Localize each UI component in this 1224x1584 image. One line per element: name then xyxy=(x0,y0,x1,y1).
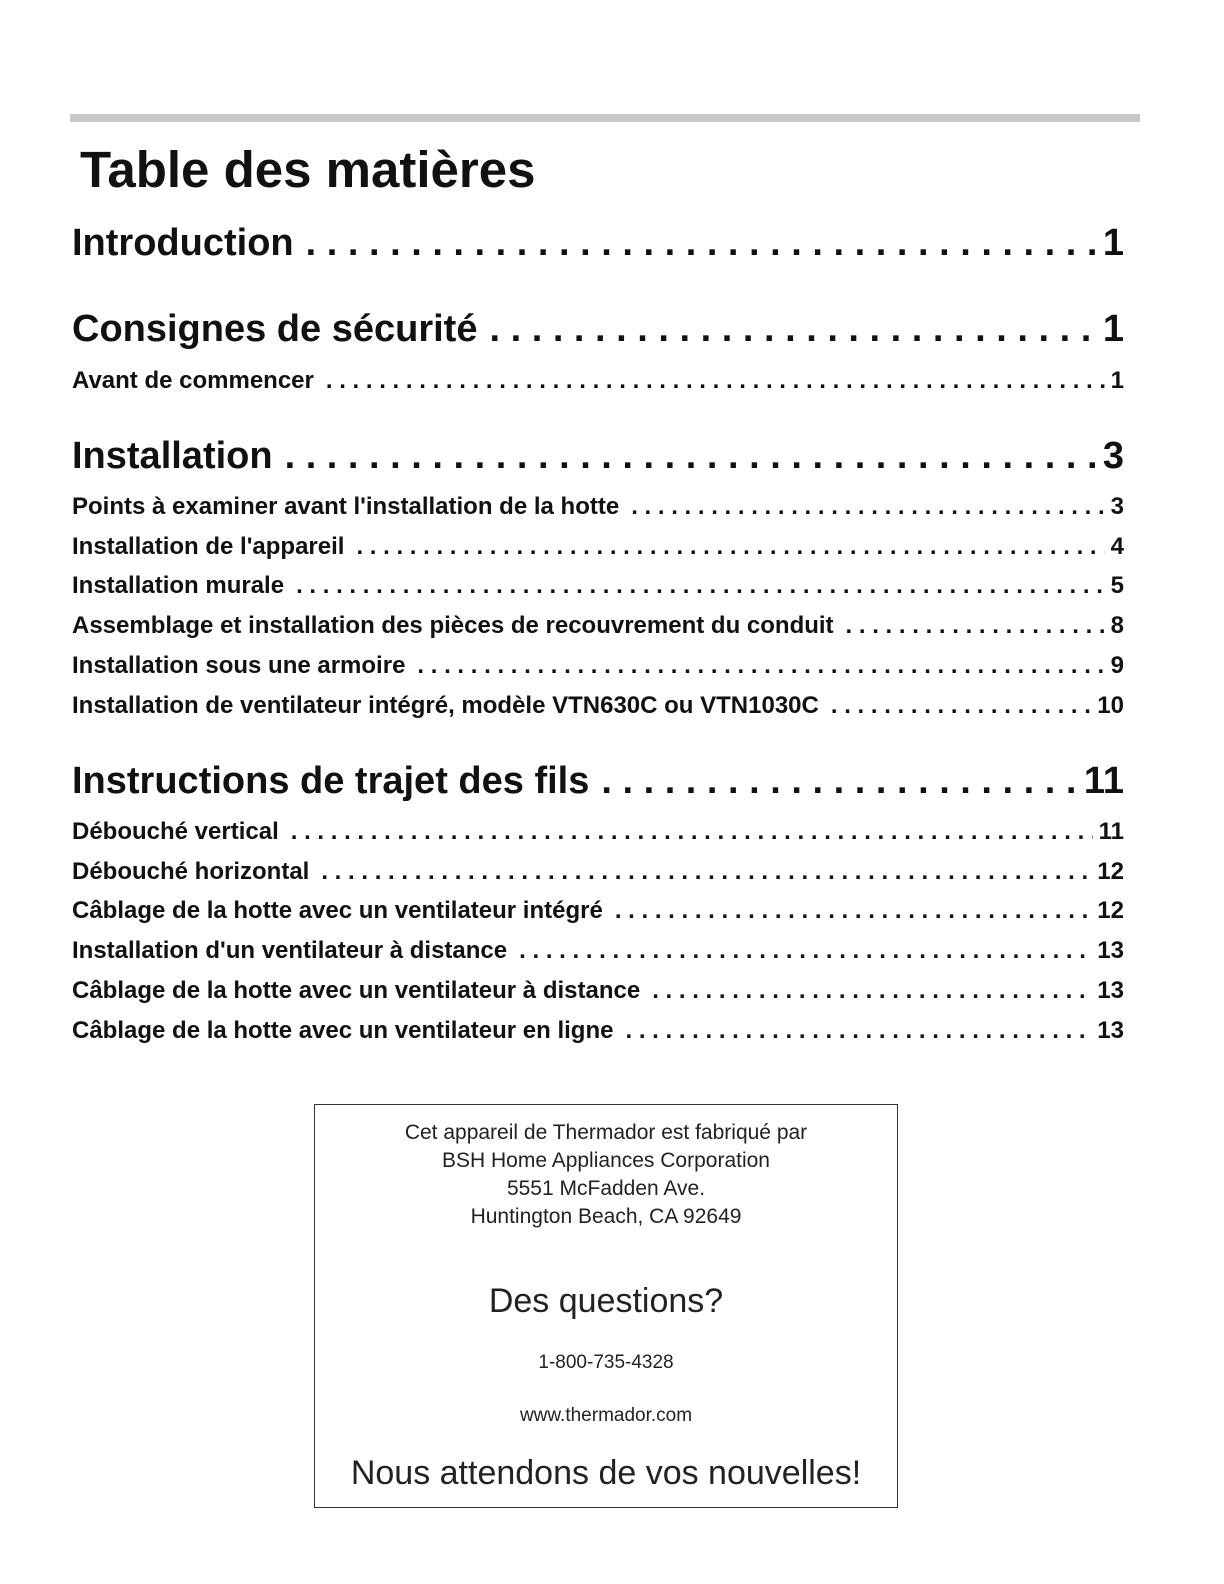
dot-leader xyxy=(285,433,1097,479)
toc-entry-cablage-ventilateur-en-ligne[interactable] xyxy=(72,1016,1124,1046)
toc-entry-page: 12 xyxy=(1097,897,1124,924)
dot-leader xyxy=(356,532,1104,562)
toc-entry-label: Installation d'un ventilateur à distance xyxy=(72,937,508,964)
top-rule xyxy=(70,114,1140,122)
toc-entry-cablage-ventilateur-a-distance[interactable] xyxy=(72,976,1124,1006)
toc-entry-installation-sous-une-armoire[interactable] xyxy=(72,651,1124,681)
toc-entry-installation-de-ventilateur-integre[interactable] xyxy=(72,691,1124,721)
toc-entry-introduction[interactable] xyxy=(72,220,1124,266)
toc-entry-label: Introduction xyxy=(72,222,294,264)
toc-entry-page: 3 xyxy=(1110,493,1124,520)
manufacturer-name: BSH Home Appliances Corporation xyxy=(441,1149,770,1172)
dot-leader xyxy=(489,306,1096,352)
toc-entry-debouche-vertical[interactable] xyxy=(72,817,1124,847)
manufacturer-line: Cet appareil de Thermador est fabriqué par xyxy=(404,1121,808,1144)
manufacturer-info-box xyxy=(314,1104,898,1508)
toc-entry-label: Installation murale xyxy=(72,572,285,599)
toc-entry-page: 12 xyxy=(1097,858,1124,885)
dot-leader xyxy=(625,1016,1091,1046)
dot-leader xyxy=(831,691,1091,721)
dot-leader xyxy=(652,976,1091,1006)
toc-entry-label: Débouché horizontal xyxy=(72,858,310,885)
toc-entry-label: Câblage de la hotte avec un ventilateur à distance xyxy=(72,977,641,1004)
toc-entry-installation-de-l-appareil[interactable] xyxy=(72,532,1124,562)
toc-entry-cablage-ventilateur-integre[interactable] xyxy=(72,896,1124,926)
toc-entry-page: 1 xyxy=(1102,308,1124,350)
toc-entry-label: Installation de ventilateur intégré, modèle VTN630C ou VTN1030C xyxy=(72,692,819,719)
dot-leader xyxy=(846,611,1105,641)
toc-entry-installation-murale[interactable] xyxy=(72,571,1124,601)
toc-entry-page: 13 xyxy=(1097,977,1124,1004)
toc-entry-page: 4 xyxy=(1110,533,1124,560)
phone-number[interactable]: 1-800-735-4328 xyxy=(538,1352,674,1373)
toc-entry-page: 1 xyxy=(1102,222,1124,264)
toc-entry-installation[interactable] xyxy=(72,433,1124,479)
street-address: 5551 McFadden Ave. xyxy=(506,1177,706,1200)
toc-entry-label: Installation de l'appareil xyxy=(72,533,345,560)
toc-entry-points-a-examiner[interactable] xyxy=(72,492,1124,522)
toc-entry-page: 11 xyxy=(1083,760,1124,802)
dot-leader xyxy=(306,220,1097,266)
toc-entry-assemblage-et-installation[interactable] xyxy=(72,611,1124,641)
toc-entry-label: Assemblage et installation des pièces de recouvrement du conduit xyxy=(72,612,834,639)
toc-entry-page: 8 xyxy=(1110,612,1124,639)
website-link[interactable]: www.thermador.com xyxy=(519,1405,693,1426)
toc-entry-page: 10 xyxy=(1097,692,1124,719)
dot-leader xyxy=(615,896,1091,926)
toc-entry-page: 5 xyxy=(1110,572,1124,599)
toc-entry-label: Consignes de sécurité xyxy=(72,308,478,350)
toc-entry-page: 11 xyxy=(1098,818,1124,845)
closing-message: Nous attendons de vos nouvelles! xyxy=(350,1454,862,1492)
toc-entry-page: 13 xyxy=(1097,937,1124,964)
dot-leader xyxy=(631,492,1104,522)
toc-entry-page: 13 xyxy=(1097,1017,1124,1044)
toc-entry-instructions-de-trajet-des-fils[interactable] xyxy=(72,758,1124,804)
page-title: Table des matières xyxy=(80,141,536,198)
dot-leader xyxy=(321,857,1091,887)
dot-leader xyxy=(326,366,1105,396)
toc-entry-label: Installation sous une armoire xyxy=(72,652,406,679)
toc-entry-label: Instructions de trajet des fils xyxy=(72,760,590,802)
dot-leader xyxy=(417,651,1104,681)
toc-entry-label: Avant de commencer xyxy=(72,367,314,394)
dot-leader xyxy=(296,571,1105,601)
city-address: Huntington Beach, CA 92649 xyxy=(470,1205,742,1228)
toc-entry-avant-de-commencer[interactable] xyxy=(72,366,1124,396)
toc-entry-page: 3 xyxy=(1102,435,1124,477)
questions-heading: Des questions? xyxy=(488,1282,724,1320)
toc-entry-label: Câblage de la hotte avec un ventilateur en ligne xyxy=(72,1017,614,1044)
toc-entry-label: Installation xyxy=(72,435,273,477)
toc-entry-page: 9 xyxy=(1110,652,1124,679)
toc-entry-consignes-de-securite[interactable] xyxy=(72,306,1124,352)
toc-entry-label: Débouché vertical xyxy=(72,818,279,845)
dot-leader xyxy=(601,758,1077,804)
toc-entry-installation-ventilateur-a-distance[interactable] xyxy=(72,936,1124,966)
toc-entry-debouche-horizontal[interactable] xyxy=(72,857,1124,887)
dot-leader xyxy=(519,936,1091,966)
toc-entry-label: Câblage de la hotte avec un ventilateur intégré xyxy=(72,897,603,924)
dot-leader xyxy=(291,817,1093,847)
toc-entry-label: Points à examiner avant l'installation de la hotte xyxy=(72,493,620,520)
toc-entry-page: 1 xyxy=(1110,367,1124,394)
